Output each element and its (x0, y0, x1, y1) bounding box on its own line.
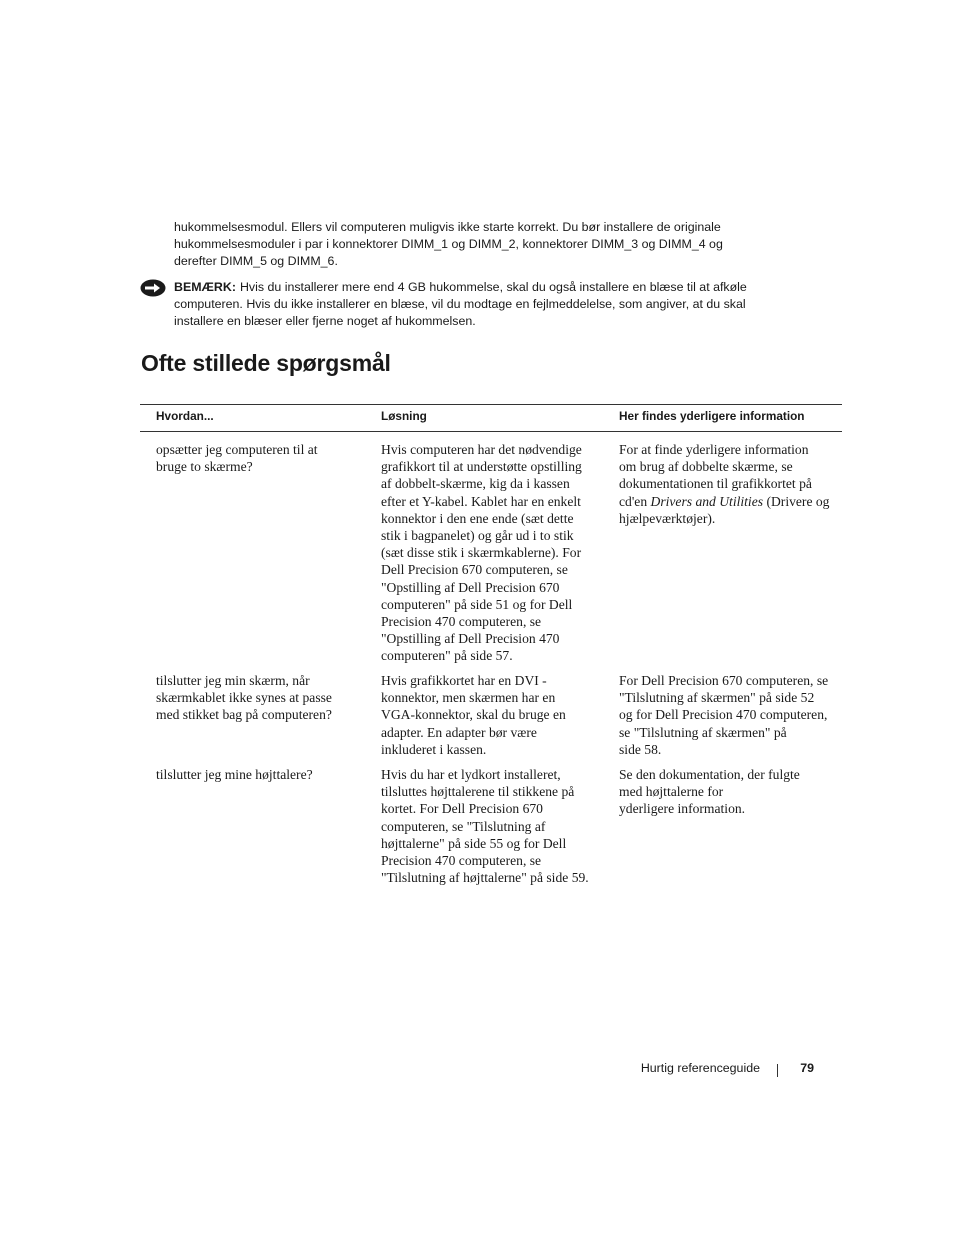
cell-line: og for Dell Precision 470 computeren, (619, 707, 828, 723)
faq-cell-info (619, 672, 841, 758)
notice-icon (140, 279, 166, 297)
notice-line-text: Hvis du installerer mere end 4 GB hukommelse, skal du også installere en blæse til at afkøle (239, 280, 747, 294)
page-number: 79 (800, 1061, 814, 1075)
cell-line: Hvis grafikkortet har en DVI - (381, 673, 547, 688)
faq-cell-how (156, 441, 366, 475)
cell-line: computeren, se "Tilslutning af (381, 818, 546, 834)
cell-line: adapter. En adapter bør være (381, 724, 537, 740)
faq-row (140, 672, 842, 766)
cell-line: kortet. For Dell Precision 670 (381, 801, 543, 817)
cell-line: af dobbelt-skærme, kig da i kassen (381, 476, 570, 492)
faq-row (140, 441, 842, 672)
cell-line: hjælpeværktøjer). (619, 510, 716, 526)
notice-line (174, 279, 814, 296)
cell-text: (Drivere og (763, 493, 830, 509)
cell-line: yderligere information. (619, 801, 746, 817)
cell-line (619, 493, 841, 510)
footer-divider (777, 1064, 778, 1077)
cell-line: Hvis computeren har det nødvendige (381, 442, 582, 457)
faq-cell-solution (381, 441, 609, 665)
cell-line: inkluderet i kassen. (381, 741, 487, 757)
notice-line: computeren. Hvis du ikke installerer en blæse, vil du modtage en fejlmeddelelse, som angiver, at du skal (174, 297, 746, 311)
faq-table (140, 404, 842, 896)
cell-line: opsætter jeg computeren til at (156, 442, 318, 457)
footer-title: Hurtig referenceguide (640, 1061, 760, 1075)
cell-line: Se den dokumentation, der fulgte (619, 767, 800, 782)
cell-line: computeren" på side 51 og for Dell (381, 596, 573, 612)
intro-line: hukommelsesmodul. Ellers vil computeren muligvis ikke starte korrekt. Du bør installere de originale (174, 220, 721, 234)
cell-line: "Opstilling af Dell Precision 670 (381, 579, 560, 595)
faq-row (140, 766, 842, 896)
cell-line: konnektor i den ene ende (sæt dette (381, 510, 574, 526)
page-footer (600, 1061, 814, 1081)
intro-line: hukommelsesmoduler i par i konnektorer DIMM_1 og DIMM_2, konnektorer DIMM_3 og DIMM_4 og (174, 237, 723, 251)
cell-line: se "Tilslutning af skærmen" på (619, 724, 787, 740)
cell-line: tilslutter jeg mine højttalere? (156, 767, 313, 782)
cd-title: Drivers and Utilities (650, 493, 764, 509)
cell-line: Precision 470 computeren, se (381, 614, 542, 630)
faq-cell-solution (381, 766, 609, 886)
cell-line: grafikkort til at understøtte opstilling (381, 459, 582, 475)
notice-label: BEMÆRK: (174, 280, 236, 294)
faq-cell-how (156, 766, 366, 783)
cell-line: bruge to skærme? (156, 459, 253, 475)
cell-line: om brug af dobbelte skærme, se (619, 459, 793, 475)
cell-line: skærmkablet ikke synes at passe (156, 690, 332, 706)
faq-cell-solution (381, 672, 609, 758)
cell-line: Precision 470 computeren, se (381, 853, 542, 869)
intro-paragraph (174, 219, 814, 270)
cell-line: dokumentationen til grafikkortet på (619, 476, 812, 492)
cell-line: efter et Y-kabel. Kablet har en enkelt (381, 493, 581, 509)
cell-text: cd'en (619, 493, 651, 509)
faq-header-solution: Løsning (381, 409, 427, 423)
cell-line: "Tilslutning af skærmen" på side 52 (619, 690, 815, 706)
cell-line: Hvis du har et lydkort installeret, (381, 767, 561, 782)
cell-line: computeren" på side 57. (381, 648, 513, 664)
cell-line: stik i bagpanelet) og går ud i to stik (381, 528, 574, 544)
faq-header-row (140, 404, 842, 432)
notice-line: installere en blæser eller fjerne noget af hukommelsen. (174, 314, 476, 328)
cell-line: For Dell Precision 670 computeren, se (619, 673, 829, 688)
cell-line: højttalerne" på side 55 og for Dell (381, 835, 567, 851)
cell-line: "Opstilling af Dell Precision 470 (381, 631, 560, 647)
faq-header-info: Her findes yderligere information (619, 409, 805, 423)
cell-line: "Tilslutning af højttalerne" på side 59. (381, 870, 589, 886)
faq-header-how: Hvordan... (156, 409, 214, 423)
cell-line: tilslutter jeg min skærm, når (156, 673, 310, 688)
faq-cell-info (619, 766, 841, 818)
cell-line: konnektor, men skærmen har en (381, 690, 556, 706)
faq-cell-info (619, 441, 841, 527)
intro-line: derefter DIMM_5 og DIMM_6. (174, 254, 338, 268)
section-heading: Ofte stillede spørgsmål (141, 350, 391, 376)
cell-line: VGA-konnektor, skal du bruge en (381, 707, 566, 723)
cell-line: For at finde yderligere information (619, 442, 809, 457)
cell-line: tilsluttes højttalerene til stikkene på (381, 784, 575, 800)
faq-cell-how (156, 672, 366, 724)
notice-text (174, 279, 814, 330)
cell-line: (sæt disse stik i skærmkablerne). For (381, 545, 582, 561)
cell-line: Dell Precision 670 computeren, se (381, 562, 568, 578)
cell-line: side 58. (619, 741, 662, 757)
cell-line: med højttalerne for (619, 784, 724, 800)
cell-line: med stikket bag på computeren? (156, 707, 332, 723)
